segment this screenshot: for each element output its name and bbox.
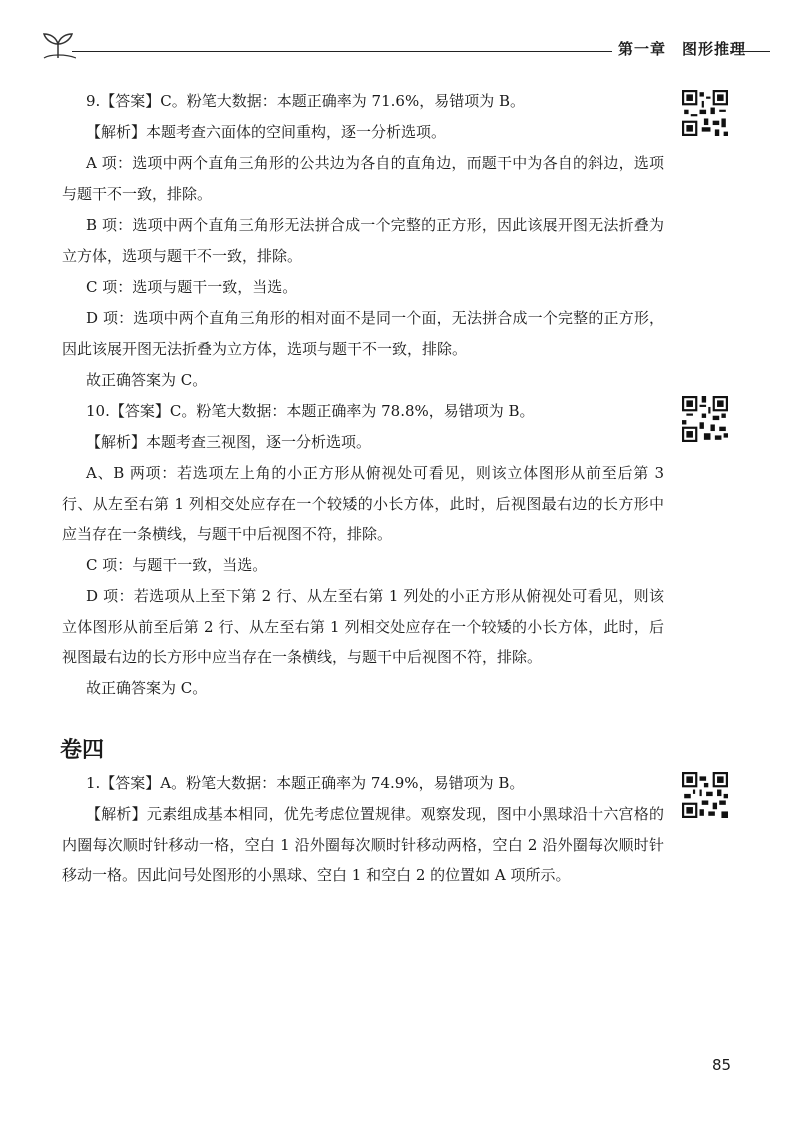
q10-conclusion: 故正确答案为 C。	[86, 679, 208, 697]
q10-option-d: D 项：若选项从上至下第 2 行、从左至右第 1 列处的小正方形从俯视处可看见，则该立体图形从前至后第 2 行、从左至右第 1 列相交处应存在一个较矮的小长方体，此时，后视图最右边的长方形中应当存在一条横线，与题干中后视图不符，排除。	[62, 587, 664, 666]
qr-code-icon	[682, 772, 728, 818]
section-title: 卷四	[60, 738, 105, 763]
q10-answer: 10.【答案】C。粉笔大数据：本题正确率为 78.8%，易错项为 B。	[86, 402, 535, 420]
q9-answer: 9.【答案】C。粉笔大数据：本题正确率为 71.6%，易错项为 B。	[86, 92, 526, 110]
chapter-title: 第一章 图形推理	[618, 40, 747, 58]
q9-option-c: C 项：选项与题干一致，当选。	[86, 278, 298, 296]
page-header	[30, 30, 770, 70]
sprout-icon	[40, 32, 76, 60]
q9-option-d: D 项：选项中两个直角三角形的相对面不是同一个面，无法拼合成一个完整的正方形，因此该展开图无法折叠为立方体，选项与题干不一致，排除。	[62, 309, 664, 358]
q10-option-ab: A、B 两项：若选项左上角的小正方形从俯视处可看见，则该立体图形从前至后第 3 行、从左至右第 1 列相交处应存在一个较矮的小长方体，此时，后视图最右边的长方形中应当存在一条横线，与题干中后视图不符，排除。	[62, 464, 664, 543]
q9-option-b: B 项：选项中两个直角三角形无法拼合成一个完整的正方形，因此该展开图无法折叠为立方体，选项与题干不一致，排除。	[62, 216, 664, 265]
q9-option-a: A 项：选项中两个直角三角形的公共边为各自的直角边，而题干中为各自的斜边，选项与题干不一致，排除。	[62, 154, 664, 203]
q1-answer: 1.【答案】A。粉笔大数据：本题正确率为 74.9%，易错项为 B。	[86, 774, 525, 792]
q9-analysis: 【解析】本题考查六面体的空间重构，逐一分析选项。	[86, 123, 447, 141]
page-number: 85	[712, 1056, 732, 1074]
q10-option-c: C 项：与题干一致，当选。	[86, 556, 268, 574]
q1-analysis: 【解析】元素组成基本相同，优先考虑位置规律。观察发现，图中小黑球沿十六宫格的内圈每次顺时针移动一格，空白 1 沿外圈每次顺时针移动两格，空白 2 沿外圈每次顺时针移动一格。因此问号处图形的小黑球、空白 1 和空白 2 的位置如 A 项所示。	[62, 805, 664, 884]
header-rule	[72, 51, 612, 52]
q10-analysis: 【解析】本题考查三视图，逐一分析选项。	[86, 433, 372, 451]
qr-code-icon	[682, 396, 728, 442]
qr-code-icon	[682, 90, 728, 136]
header-rule-right	[730, 51, 770, 52]
q9-conclusion: 故正确答案为 C。	[86, 371, 208, 389]
